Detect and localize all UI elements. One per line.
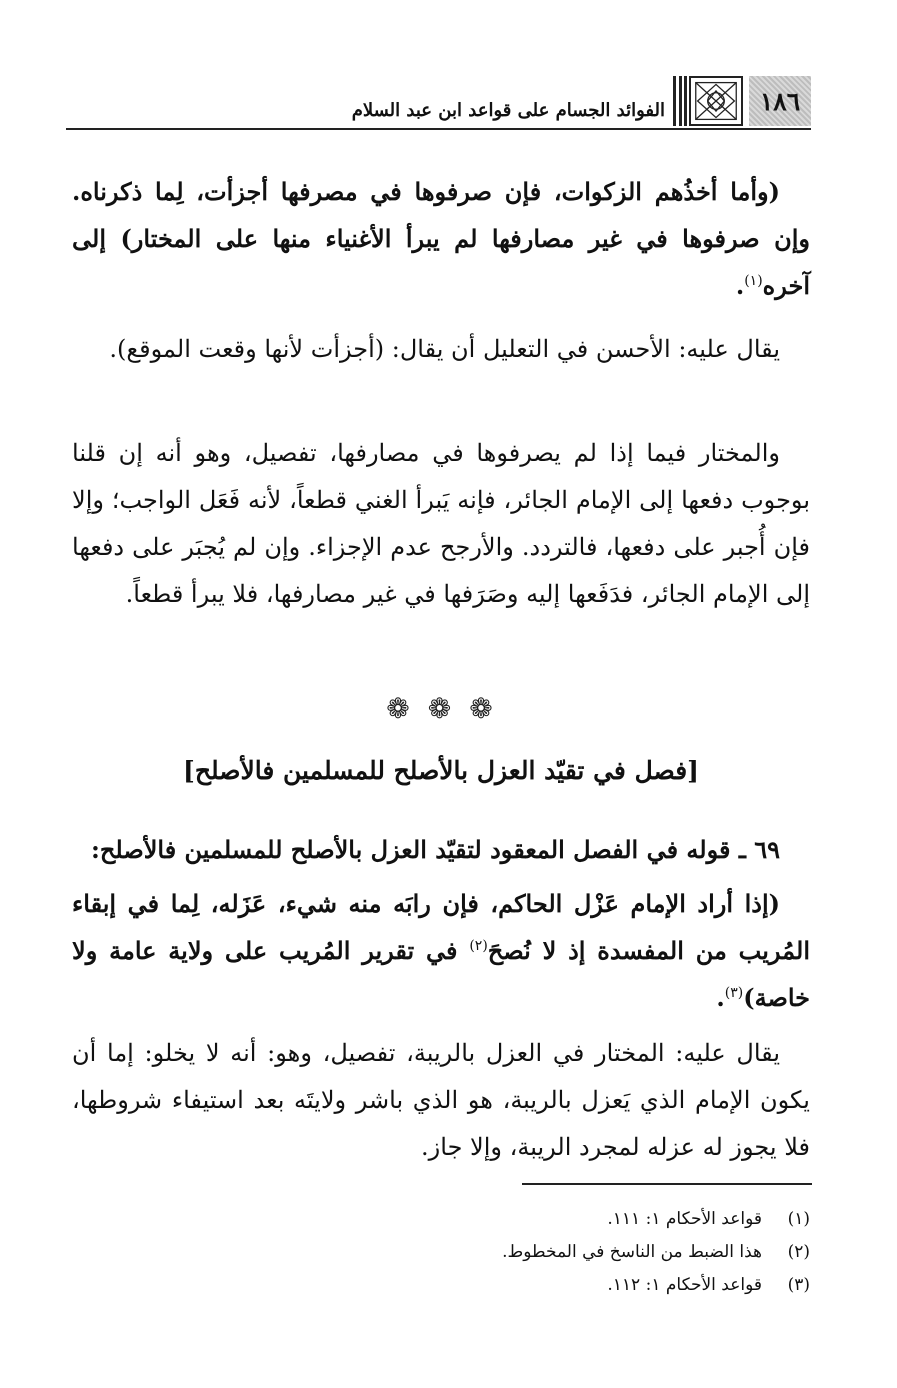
footnote-number: (١) bbox=[787, 1209, 810, 1229]
quote-tail-2: . bbox=[716, 983, 725, 1012]
footnote-number: (٣) bbox=[787, 1275, 810, 1295]
footnote-rule bbox=[522, 1183, 812, 1185]
footnote-1 bbox=[400, 1203, 810, 1236]
footnote-2 bbox=[400, 1236, 810, 1269]
entry-69-intro: ٦٩ ـ قوله في الفصل المعقود لتقيّد العزل بالأصلح للمسلمين فالأصلح: bbox=[91, 835, 780, 864]
ornament-icon bbox=[689, 76, 743, 126]
commentary-paragraph-3: يقال عليه: المختار في العزل بالريبة، تفصيل، وهو: أنه لا يخلو: إما أن يكون الإمام الذي يَعزل بالريبة، هو الذي باشر ولايتَه بعد استيفاء شروطها، فلا يجوز له عزله لمجرد الريبة، وإلا جاز. bbox=[72, 1039, 810, 1161]
footnote-text: قواعد الأحكام ١: ١١١. bbox=[607, 1209, 762, 1229]
page-number: ١٨٦ bbox=[749, 76, 811, 126]
commentary-paragraph-2: والمختار فيما إذا لم يصرفوها في مصارفها، تفصيل، وهو أنه إن قلنا بوجوب دفعها إلى الإمام الجائر، فإنه يَبرأ الغني قطعاً، لأنه فَعَل الواجب؛ وإلا فإن أُجبر على دفعها، فالتردد. والأرجح عدم الإجزاء. وإن لم يُجبَر على دفعها إلى الإمام الجائر، فدَفَعها إليه وصَرَفها في غير مصارفها، فلا يبرأ قطعاً. bbox=[72, 439, 810, 608]
quote-text-b: في تقرير المُريب على ولاية عامة ولا خاصة) bbox=[72, 936, 810, 1012]
quote-text-a: (إذا أراد الإمام عَزْل الحاكم، فإن رابَه منه شيء، عَزَله، لِما في إبقاء المُريب من المفسدة إذ لا نُصحَ bbox=[72, 889, 810, 965]
quote-tail: . bbox=[735, 271, 745, 300]
footnote-ref-1: (١) bbox=[744, 273, 763, 289]
running-title: الفوائد الجسام على قواعد ابن عبد السلام bbox=[351, 100, 665, 121]
commentary-paragraph-1: يقال عليه: الأحسن في التعليل أن يقال: (أجزأت لأنها وقعت الموقع). bbox=[109, 335, 780, 363]
section-separator: ❁❁❁ bbox=[386, 692, 511, 725]
footnote-text: قواعد الأحكام ١: ١١٢. bbox=[607, 1275, 762, 1295]
header-bars-decoration bbox=[673, 76, 687, 126]
section-heading: [فصل في تقيّد العزل بالأصلح للمسلمين فالأصلح] bbox=[183, 756, 699, 785]
footnotes bbox=[400, 1203, 810, 1302]
footnote-ref-2: (٢) bbox=[469, 938, 488, 954]
page-header bbox=[66, 76, 811, 132]
footnote-number: (٢) bbox=[787, 1242, 810, 1262]
quote-paragraph-2 bbox=[72, 880, 810, 1021]
footnote-ref-3: (٣) bbox=[724, 985, 744, 1001]
quote-text: (وأما أخذُهم الزكوات، فإن صرفوها في مصرفها أجزأت، لِما ذكرناه. وإن صرفوها في غير مصارفها لم يبرأ الأغنياء منها على المختار) إلى آخره bbox=[72, 177, 810, 300]
footnote-3 bbox=[400, 1269, 810, 1302]
quote-paragraph-1 bbox=[72, 168, 810, 309]
footnote-text: هذا الضبط من الناسخ في المخطوط. bbox=[502, 1242, 762, 1262]
header-rule bbox=[66, 128, 811, 130]
